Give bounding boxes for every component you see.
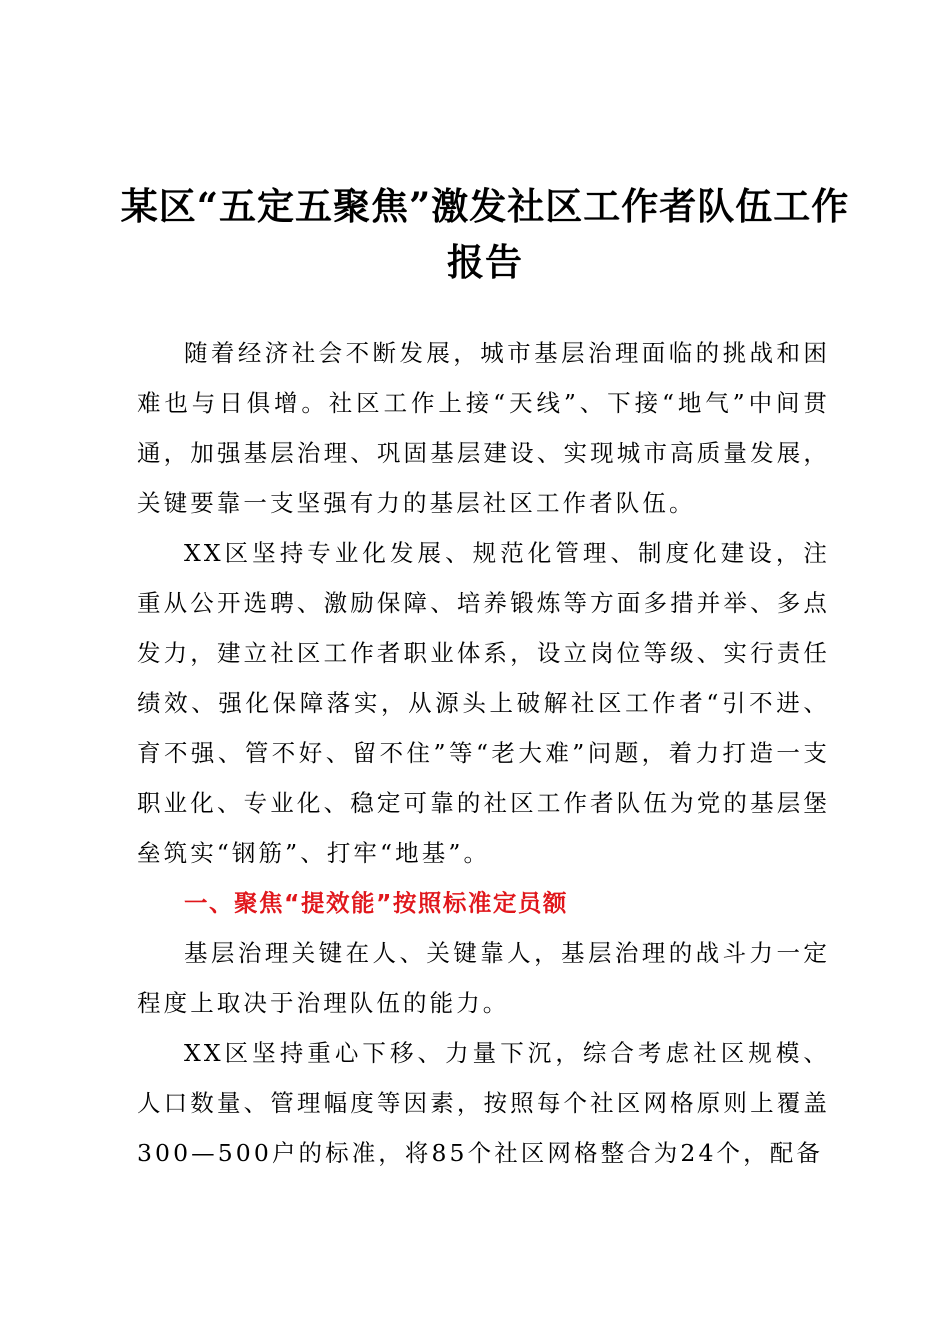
section-paragraph-2: XX区坚持重心下移、力量下沉，综合考虑社区规模、人口数量、管理幅度等因素，按照每个社区网格原则上覆盖300—500户的标准，将85个社区网格整合为24个，配备 — [137, 1039, 830, 1167]
section-paragraph-1: 基层治理关键在人、关键靠人，基层治理的战斗力一定程度上取决于治理队伍的能力。 — [137, 939, 830, 1017]
document-title: 某区“五定五聚焦”激发社区工作者队伍工作报告 — [120, 184, 850, 284]
paragraph-intro: 随着经济社会不断发展，城市基层治理面临的挑战和困难也与日俱增。社区工作上接“天线”、下接“地气”中间贯通，加强基层治理、巩固基层建设、实现城市高质量发展，关键要靠一支坚强有力的基层社区工作者队伍。 — [137, 339, 830, 517]
paragraph-measures: XX区坚持专业化发展、规范化管理、制度化建设，注重从公开选聘、激励保障、培养锻炼等方面多措并举、多点发力，建立社区工作者职业体系，设立岗位等级、实行责任绩效、强化保障落实，从源头上破解社区工作者“引不进、育不强、管不好、留不住”等“老大难”问题，着力打造一支职业化、专业化、稳定可靠的社区工作者队伍为党的基层堡垒筑实“钢筋”、打牢“地基”。 — [137, 539, 830, 867]
document-body — [137, 328, 830, 1178]
section-heading: 一、聚焦“提效能”按照标准定员额 — [184, 889, 568, 917]
